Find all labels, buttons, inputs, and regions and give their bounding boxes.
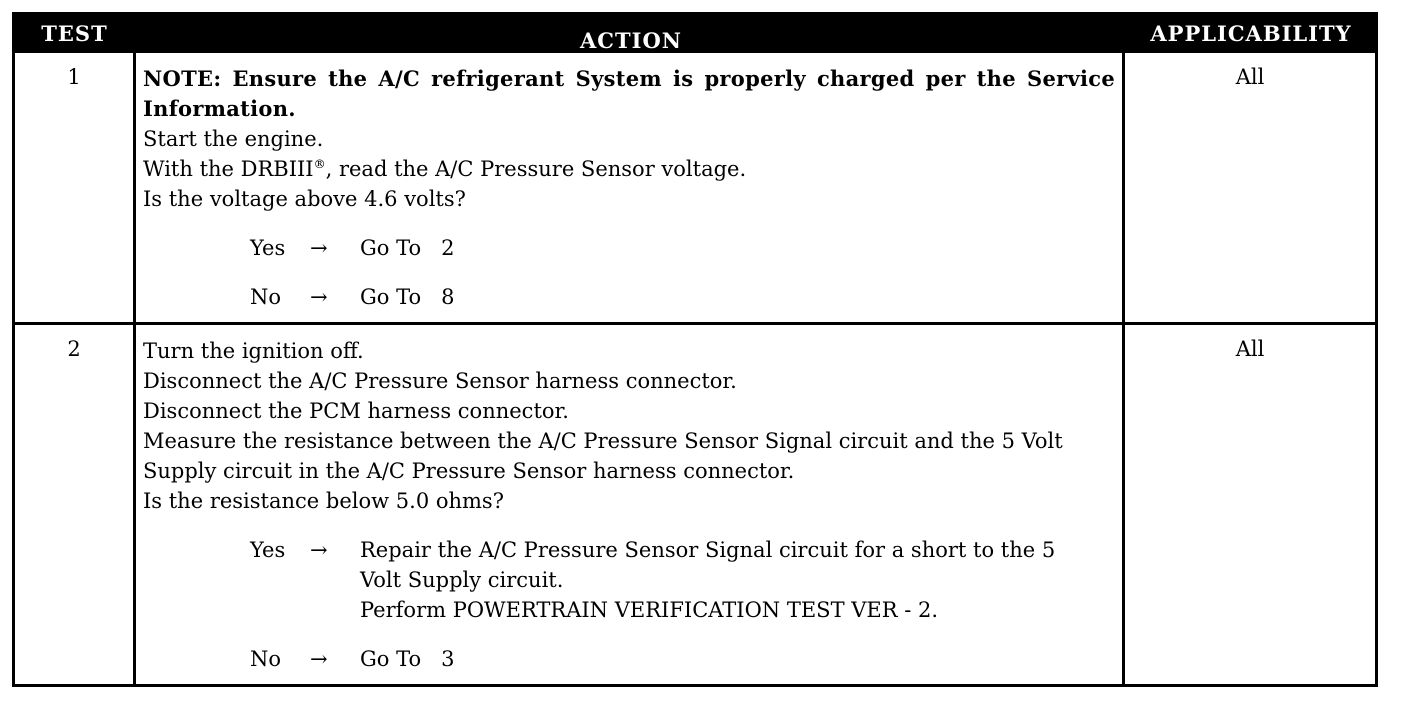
answer-result (360, 644, 1115, 674)
answer-label: No (250, 285, 282, 309)
arrow-icon: → (310, 647, 328, 671)
table-row (15, 325, 1375, 687)
header-applicability: APPLICABILITY (1150, 21, 1352, 46)
header-test: TEST (41, 21, 108, 46)
answer-label: Yes (250, 236, 286, 260)
answer-no (250, 282, 1115, 312)
step-text: With the DRBIII®, read the A/C Pressure Sensor voltage. (143, 157, 747, 181)
answer-result (360, 282, 1115, 312)
step-text: Turn the ignition off. (143, 339, 364, 363)
diagnostic-test-table (12, 12, 1378, 687)
step-text: Disconnect the PCM harness connector. (143, 399, 569, 423)
result-line: Repair the A/C Pressure Sensor Signal circuit for a short to the 5 (360, 538, 1056, 562)
step-text: Supply circuit in the A/C Pressure Sensor harness connector. (143, 459, 795, 483)
step-text: Disconnect the A/C Pressure Sensor harness connector. (143, 369, 737, 393)
result-line: Volt Supply circuit. (360, 568, 564, 592)
answer-no (250, 644, 1115, 674)
action-cell (143, 336, 1115, 674)
note-text: NOTE: Ensure the A/C refrigerant System is properly charged per the Service Information. (143, 66, 1115, 121)
result-line: Go To 8 (360, 285, 455, 309)
result-line: Go To 2 (360, 236, 455, 260)
table-header (15, 15, 1375, 53)
header-action: ACTION (580, 28, 682, 53)
answer-result (360, 233, 1115, 263)
action-cell (143, 64, 1115, 312)
answer-label: No (250, 647, 282, 671)
answer-yes (250, 535, 1115, 625)
applicability-value: All (1235, 337, 1265, 361)
answer-result (360, 535, 1115, 625)
answer-yes (250, 233, 1115, 263)
arrow-icon: → (310, 236, 328, 260)
test-number: 2 (67, 337, 81, 361)
answer-label: Yes (250, 538, 286, 562)
arrow-icon: → (310, 285, 328, 309)
answers (143, 535, 1115, 674)
step-text (143, 154, 1115, 184)
table-row (15, 53, 1375, 322)
step-text: Start the engine. (143, 127, 324, 151)
question-text: Is the voltage above 4.6 volts? (143, 187, 466, 211)
result-line: Go To 3 (360, 647, 455, 671)
step-text: Measure the resistance between the A/C Pressure Sensor Signal circuit and the 5 Volt (143, 429, 1063, 453)
answers (143, 233, 1115, 312)
arrow-icon: → (310, 538, 328, 562)
question-text: Is the resistance below 5.0 ohms? (143, 489, 504, 513)
test-number: 1 (67, 65, 81, 89)
applicability-value: All (1235, 65, 1265, 89)
result-line: Perform POWERTRAIN VERIFICATION TEST VER - 2. (360, 598, 939, 622)
